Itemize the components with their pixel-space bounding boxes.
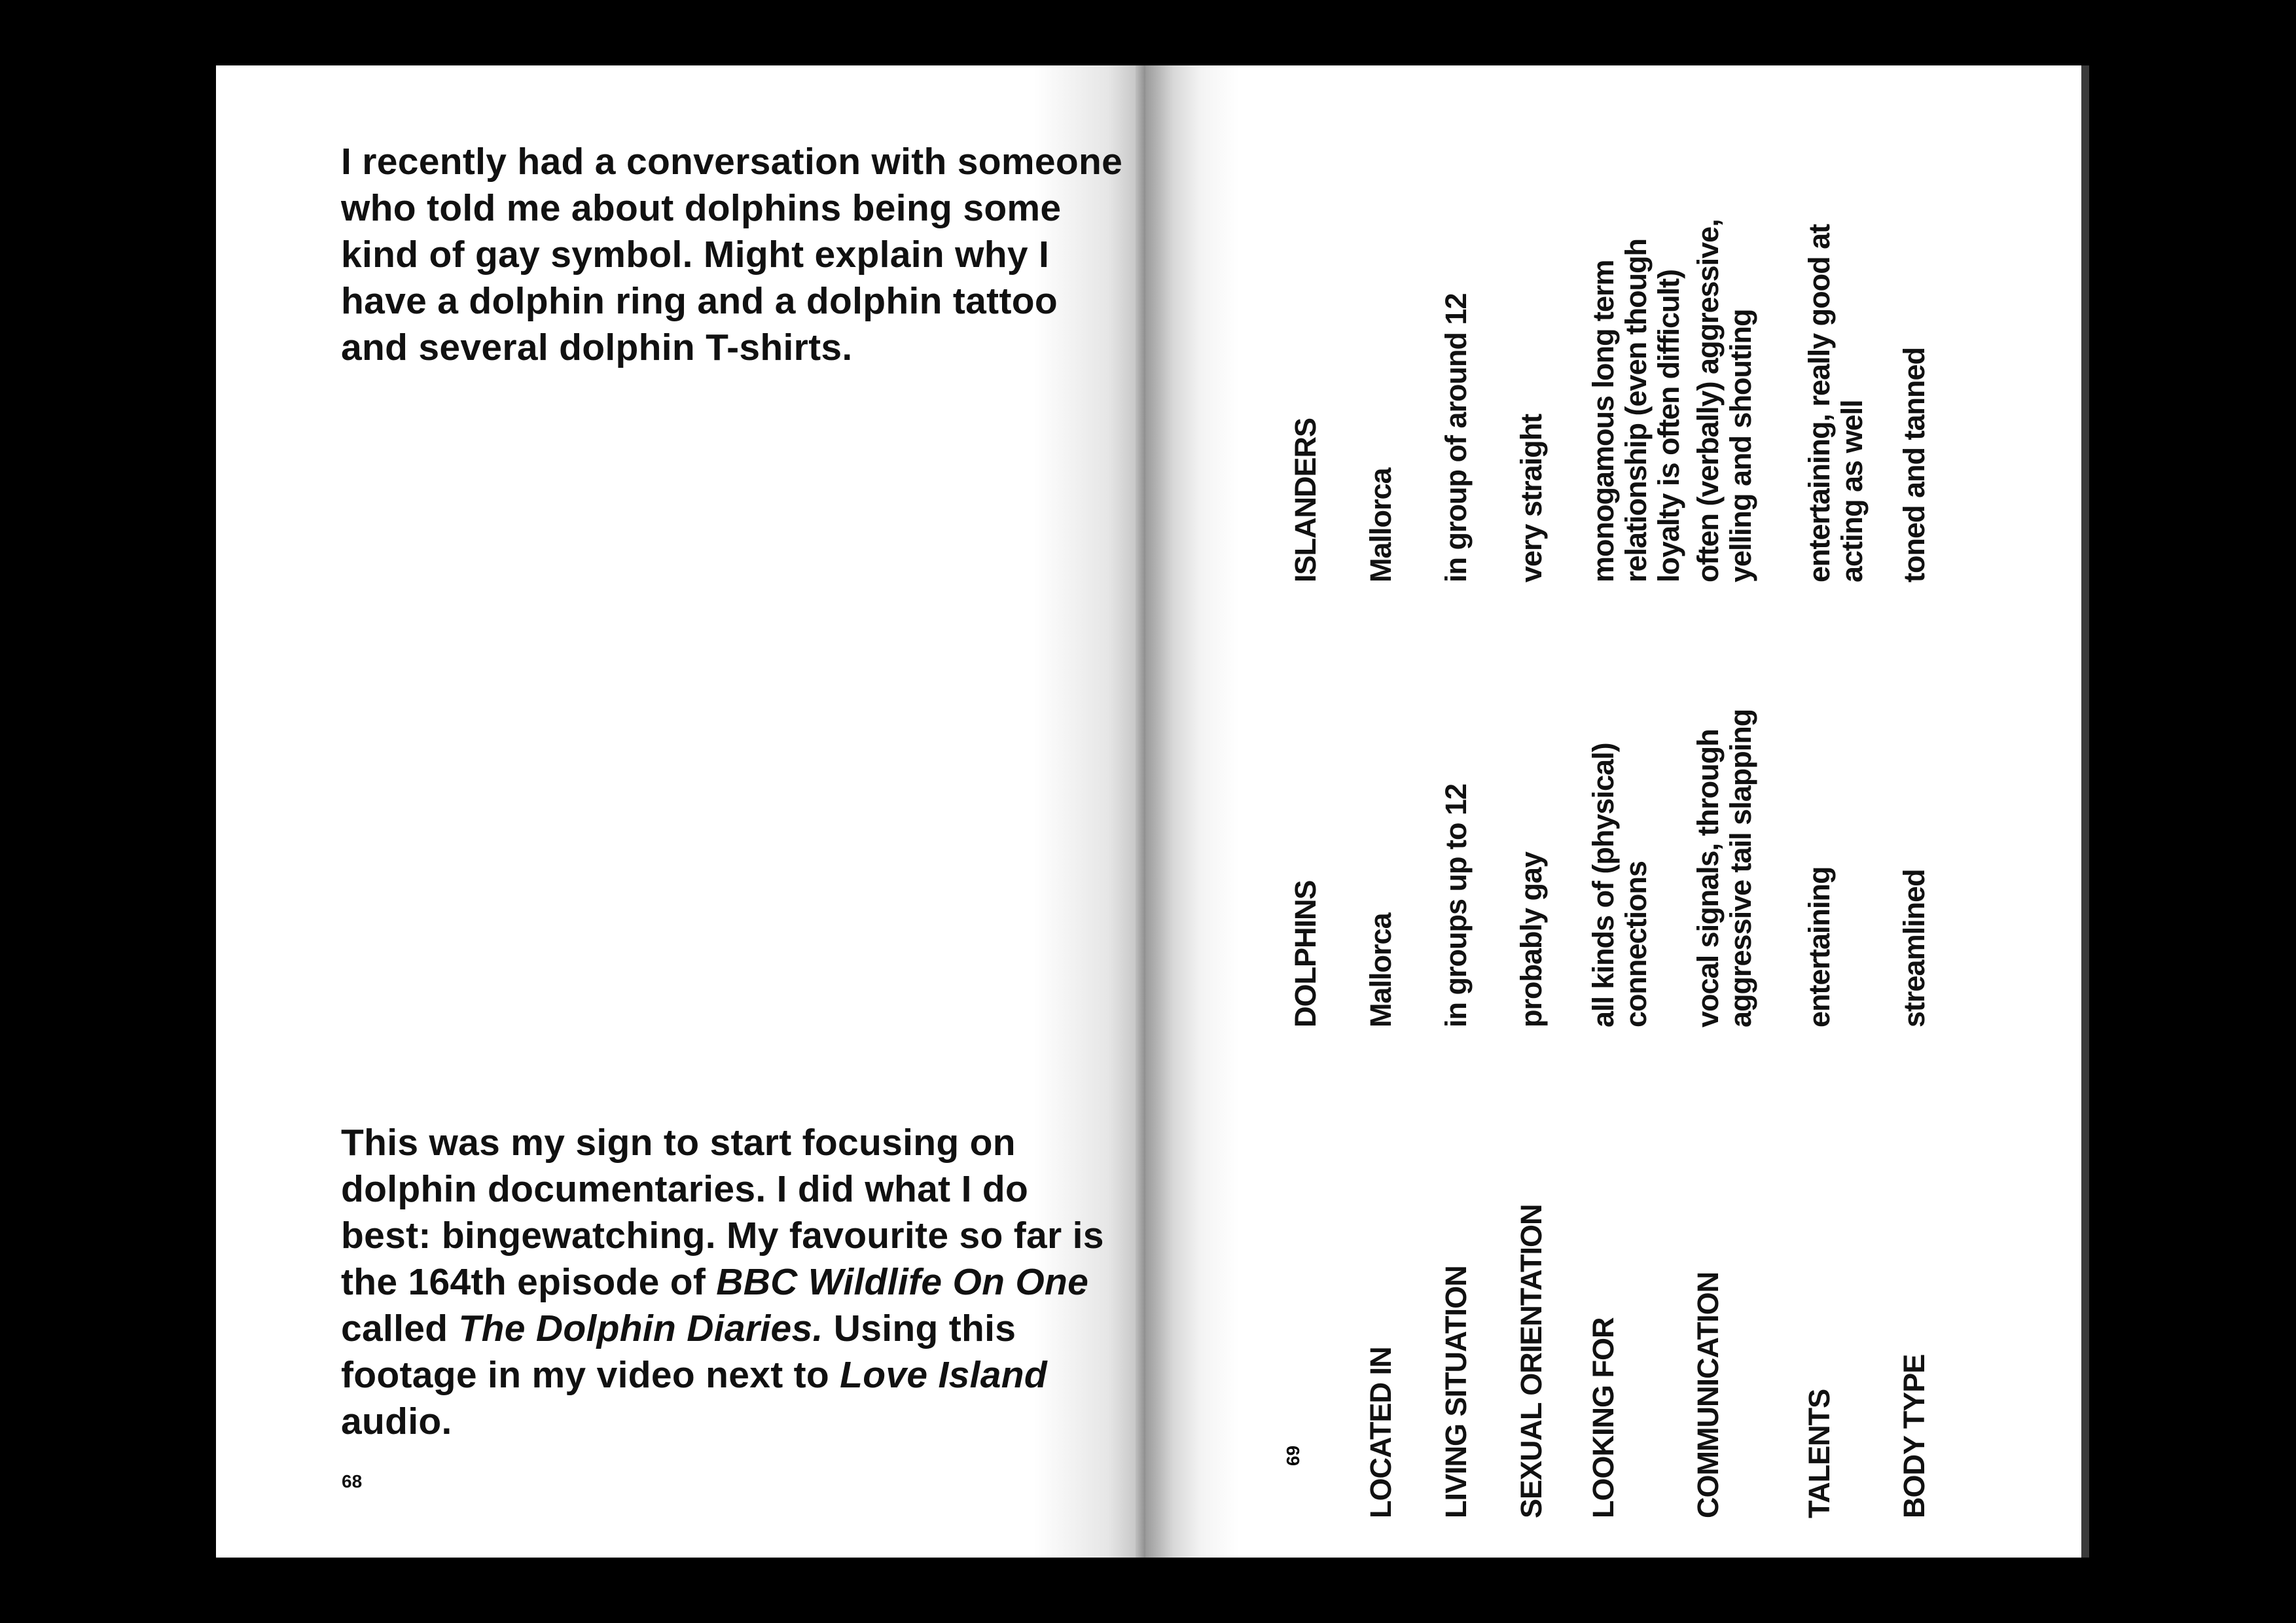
- paragraph-text: called: [341, 1308, 459, 1349]
- cell-dolphins: Mallorca: [1364, 913, 1397, 1027]
- comparison-table-rotated: [1289, 177, 1977, 1518]
- cell-islanders: often (verbally) aggressive, yelling and shouting: [1691, 219, 1757, 582]
- comparison-table: [1289, 177, 1977, 1518]
- paragraph-conversation: I recently had a conversation with someone who told me about dolphins being some kind of gay symbol. Might explain why I have a dolphin ring and a dolphin tattoo and several dolphin T-shirts.: [341, 141, 1123, 368]
- right-page: [1145, 65, 2081, 1558]
- cell-dolphins: streamlined: [1897, 869, 1931, 1027]
- cell-dolphins: entertaining: [1803, 866, 1836, 1027]
- cell-islanders: in group of around 12: [1439, 293, 1473, 582]
- page-edge: [2081, 65, 2089, 1558]
- page-number-left: 68: [342, 1471, 363, 1491]
- cell-dolphins: vocal signals, through aggressive tail slapping: [1691, 709, 1757, 1027]
- row-label: BODY TYPE: [1897, 1354, 1931, 1518]
- paragraph-text: audio.: [341, 1400, 452, 1442]
- italic-title: Love Island: [840, 1354, 1048, 1396]
- paragraph-text: This was my sign to start focusing on dolphin documentaries. I did what I do best: bingewatching. My favourite so far is the 164th episode of: [341, 1122, 1104, 1303]
- row-label: COMMUNICATION: [1691, 1272, 1725, 1518]
- page-number-right: 69: [1283, 1445, 1303, 1466]
- italic-title: The Dolphin Diaries.: [458, 1308, 823, 1349]
- header-islanders: ISLANDERS: [1289, 418, 1322, 582]
- cell-islanders: entertaining, really good at acting as well: [1803, 224, 1869, 582]
- row-label: LOOKING FOR: [1587, 1317, 1620, 1518]
- left-page: [216, 65, 1145, 1558]
- cell-dolphins: in groups up to 12: [1439, 784, 1473, 1027]
- cell-islanders: very straight: [1515, 414, 1548, 582]
- cell-dolphins: probably gay: [1515, 851, 1548, 1027]
- cell-islanders: toned and tanned: [1897, 348, 1931, 582]
- cell-islanders: monogamous long term relationship (even though loyalty is often difficult): [1587, 238, 1685, 582]
- header-dolphins: DOLPHINS: [1289, 880, 1322, 1027]
- italic-title: BBC Wildlife On One: [716, 1261, 1089, 1303]
- row-label: LIVING SITUATION: [1439, 1266, 1473, 1518]
- paragraph-documentaries: [341, 1120, 1126, 1445]
- cell-dolphins: all kinds of (physical) connections: [1587, 743, 1653, 1027]
- row-label: SEXUAL ORIENTATION: [1515, 1204, 1548, 1518]
- row-label: TALENTS: [1803, 1389, 1836, 1518]
- row-label: LOCATED IN: [1364, 1347, 1397, 1518]
- paragraph-text: Using this footage in my video next to: [341, 1308, 1016, 1396]
- cell-islanders: Mallorca: [1364, 468, 1397, 582]
